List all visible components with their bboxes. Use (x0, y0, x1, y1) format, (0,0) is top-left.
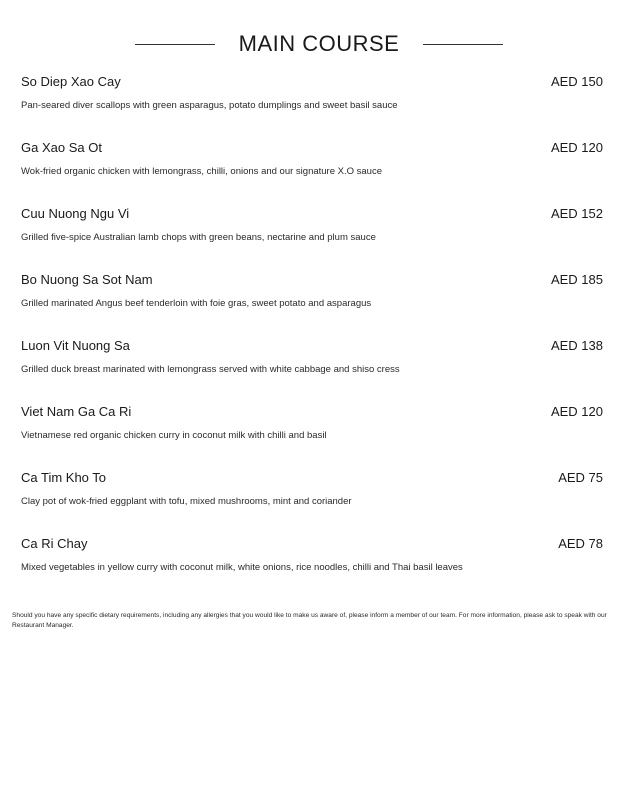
dish-name: Ca Ri Chay (21, 536, 88, 551)
dish-name: Viet Nam Ga Ca Ri (21, 404, 132, 419)
dish-description: Mixed vegetables in yellow curry with coconut milk, white onions, rice noodles, chilli and Thai basil leaves (21, 562, 463, 573)
dish-name: Luon Vit Nuong Sa (21, 338, 130, 353)
dish-price: AED 152 (550, 206, 603, 221)
dish-price: AED 78 (558, 536, 603, 551)
menu-item (21, 72, 603, 138)
dish-description: Grilled marinated Angus beef tenderloin with foie gras, sweet potato and asparagus (21, 298, 372, 309)
dish-price: AED 150 (550, 74, 603, 89)
dish-description: Grilled duck breast marinated with lemongrass served with white cabbage and shiso cress (21, 364, 400, 375)
dish-description: Clay pot of wok-fried eggplant with tofu, mixed mushrooms, mint and coriander (21, 496, 352, 507)
header-rule-right (423, 44, 503, 45)
dish-description: Grilled five-spice Australian lamb chops with green beans, nectarine and plum sauce (21, 232, 376, 243)
dish-name: Cuu Nuong Ngu Vi (21, 206, 130, 221)
dish-price: AED 75 (558, 470, 603, 485)
menu-item (21, 204, 603, 270)
menu-item (21, 534, 603, 600)
dietary-note: Should you have any specific dietary requirements, including any allergies that you would like to make us aware of, please inform a member of our team. For more information, please ask to speak with our Restaurant Manager. (12, 611, 607, 629)
menu-item (21, 336, 603, 402)
menu-item (21, 402, 603, 468)
dish-name: Ca Tim Kho To (21, 470, 107, 485)
menu-item (21, 270, 603, 336)
header-rule-left (135, 44, 215, 45)
dish-description: Vietnamese red organic chicken curry in coconut milk with chilli and basil (21, 430, 327, 441)
dish-price: AED 138 (550, 338, 603, 353)
dish-name: Ga Xao Sa Ot (21, 140, 102, 155)
menu-list (21, 72, 603, 600)
page-title: MAIN COURSE (238, 31, 400, 56)
dish-price: AED 185 (550, 272, 603, 287)
dish-name: Bo Nuong Sa Sot Nam (21, 272, 153, 287)
dish-description: Wok-fried organic chicken with lemongrass, chilli, onions and our signature X.O sauce (21, 166, 382, 177)
dish-name: So Diep Xao Cay (21, 74, 121, 89)
menu-item (21, 468, 603, 534)
dish-price: AED 120 (550, 404, 603, 419)
menu-header (0, 28, 638, 60)
menu-item (21, 138, 603, 204)
dish-price: AED 120 (550, 140, 603, 155)
dish-description: Pan-seared diver scallops with green asparagus, potato dumplings and sweet basil sauce (21, 100, 398, 111)
